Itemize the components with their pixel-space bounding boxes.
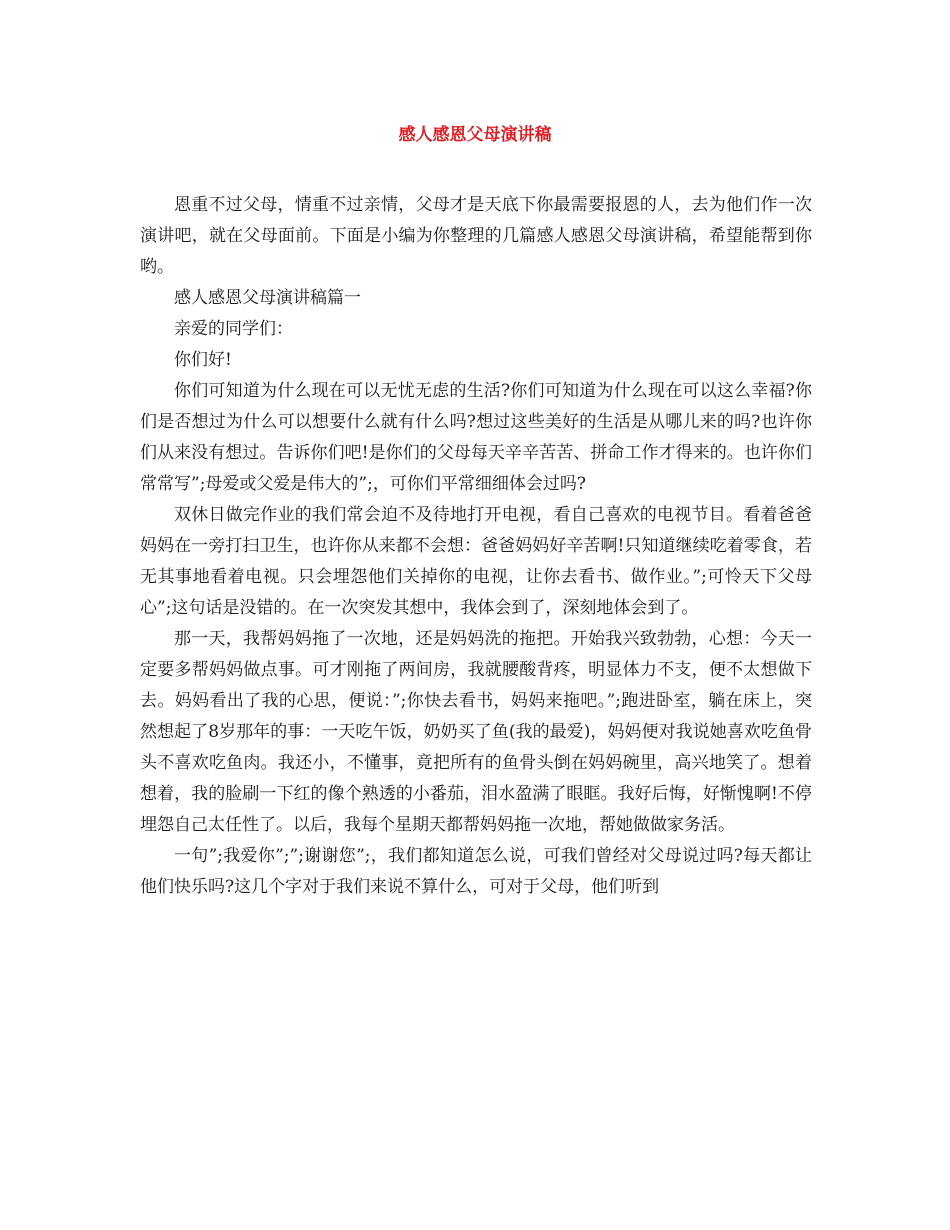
body-paragraph: 你们可知道为什么现在可以无忧无虑的生活?你们可知道为什么现在可以这么幸福?你们是否想过为什么可以想要什么就有什么吗?想过这些美好的生活是从哪儿来的吗?也许你们从来没有想过。告诉你们吧!是你们的父母每天辛辛苦苦、拼命工作才得来的。也许你们常常写”;母爱或父爱是伟大的”;，可你们平常细细体会过吗? xyxy=(140,381,812,494)
document-body xyxy=(140,190,812,903)
body-paragraph: 一句”;我爱你”;”;谢谢您”;，我们都知道怎么说，可我们曾经对父母说过吗?每天都让他们快乐吗?这几个字对于我们来说不算什么，可对于父母，他们听到 xyxy=(140,846,812,897)
greeting: 你们好! xyxy=(174,350,232,370)
section-heading: 感人感恩父母演讲稿篇一 xyxy=(174,288,361,308)
body-paragraph: 那一天，我帮妈妈拖了一次地，还是妈妈洗的拖把。开始我兴致勃勃，心想：今天一定要多帮妈妈做点事。可才刚拖了两间房，我就腰酸背疼，明显体力不支，便不太想做下去。妈妈看出了我的心思，便说：”;你快去看书，妈妈来拖吧。”;跑进卧室，躺在床上，突然想起了8岁那年的事：一天吃午饭，奶奶买了鱼(我的最爱)，妈妈便对我说她喜欢吃鱼骨头不喜欢吃鱼肉。我还小，不懂事，竟把所有的鱼骨头倒在妈妈碗里，高兴地笑了。想着想着，我的脸刷一下红的像个熟透的小番茄，泪水盈满了眼眶。我好后悔，好惭愧啊!不停埋怨自己太任性了。以后，我每个星期天都帮妈妈拖一次地，帮她做做家务活。 xyxy=(140,629,812,835)
body-paragraph: 双休日做完作业的我们常会迫不及待地打开电视，看自己喜欢的电视节目。看着爸爸妈妈在一旁打扫卫生，也许你从来都不会想：爸爸妈妈好辛苦啊!只知道继续吃着零食，若无其事地看着电视。只会埋怨他们关掉你的电视，让你去看书、做作业。”;可怜天下父母心”;这句话是没错的。在一次突发其想中，我体会到了，深刻地体会到了。 xyxy=(140,505,812,618)
intro-paragraph: 恩重不过父母，情重不过亲情，父母才是天底下你最需要报恩的人，去为他们作一次演讲吧，就在父母面前。下面是小编为你整理的几篇感人感恩父母演讲稿，希望能帮到你哟。 xyxy=(140,195,812,277)
salutation: 亲爱的同学们： xyxy=(174,319,293,339)
document-title: 感人感恩父母演讲稿 xyxy=(398,125,552,145)
